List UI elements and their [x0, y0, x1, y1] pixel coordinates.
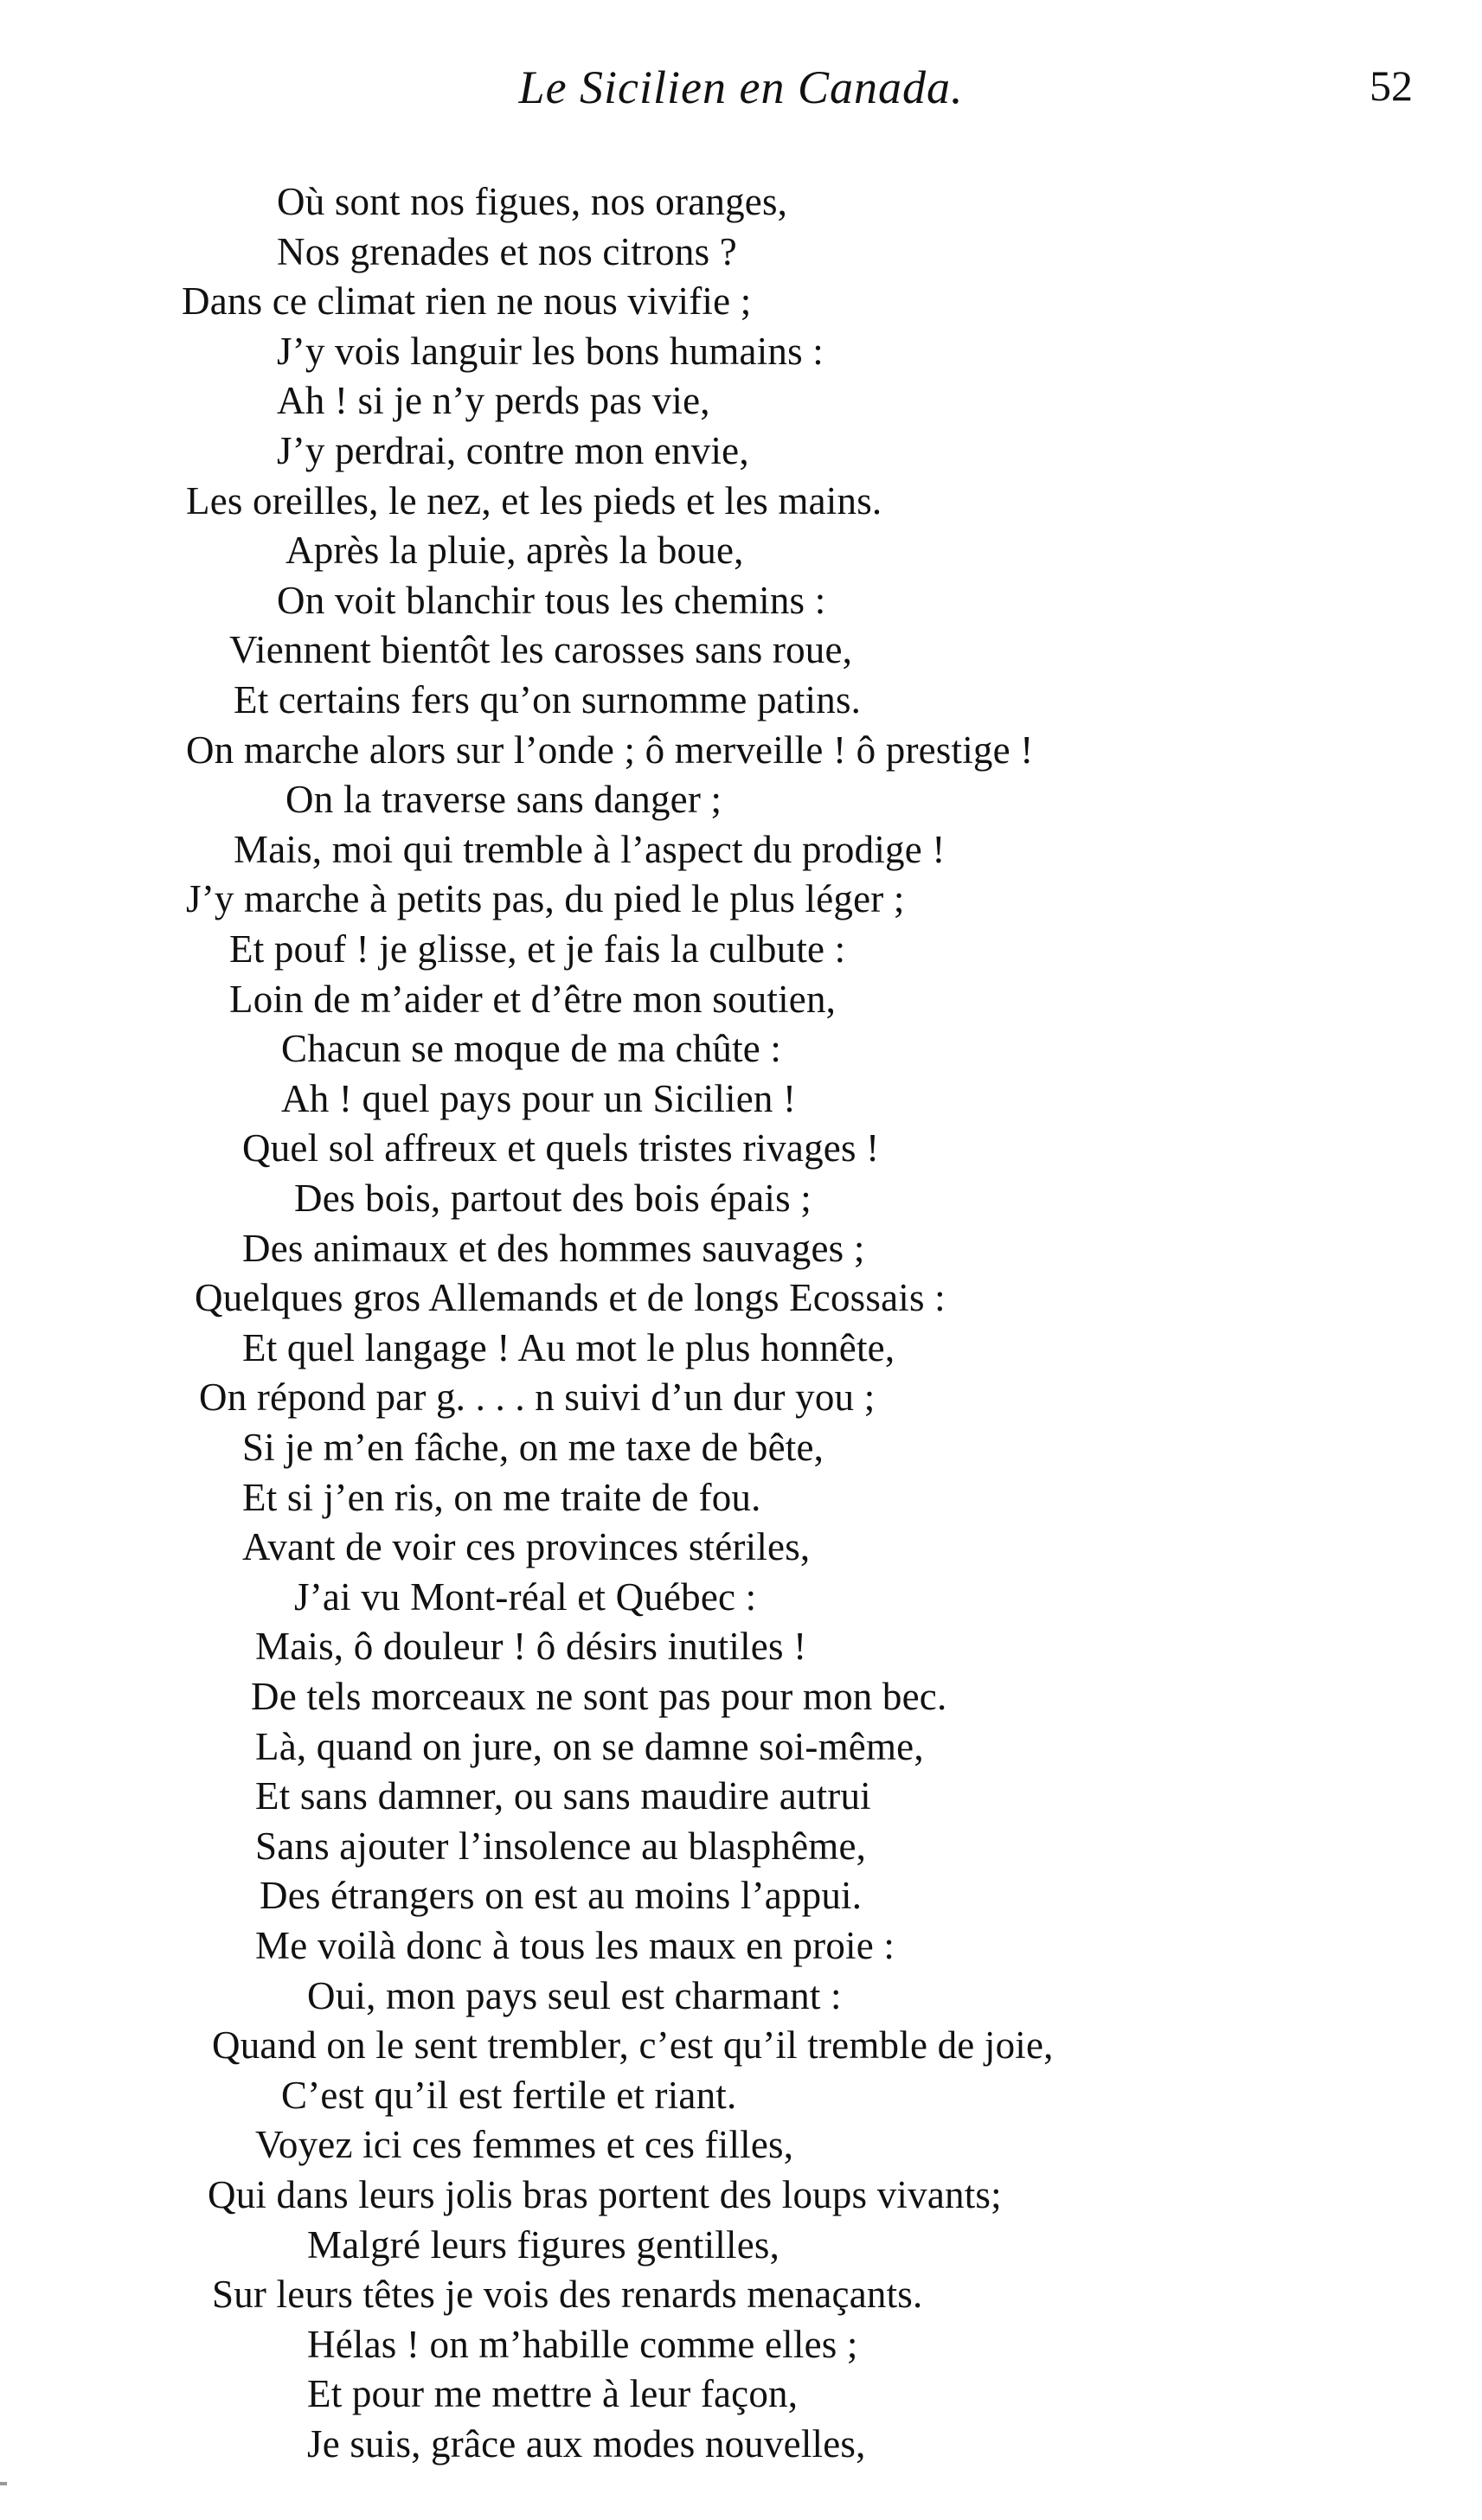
verse-line: On la traverse sans danger ;: [285, 778, 722, 822]
verse-line: Viennent bientôt les carosses sans roue,: [229, 628, 853, 672]
verse-line: J’ai vu Mont-réal et Québec :: [294, 1574, 757, 1619]
verse-line: Si je m’en fâche, on me taxe de bête,: [242, 1426, 824, 1469]
verse-line: Et pouf ! je glisse, et je fais la culbute :: [229, 927, 846, 971]
verse-line: Quand on le sent trembler, c’est qu’il tremble de joie,: [212, 2023, 1054, 2068]
verse-line: On voit blanchir tous les chemins :: [277, 578, 826, 622]
verse-line: Nos grenades et nos citrons ?: [277, 229, 737, 273]
verse-line: Ah ! si je n’y perds pas vie,: [277, 379, 710, 423]
verse-line: Et certains fers qu’on surnomme patins.: [234, 678, 862, 721]
verse-line: Là, quand on jure, on se damne soi-même,: [255, 1724, 924, 1768]
verse-line: Avant de voir ces provinces stériles,: [242, 1525, 811, 1569]
verse-line: J’y vois languir les bons humains :: [277, 329, 824, 373]
verse-line: Hélas ! on m’habille comme elles ;: [307, 2322, 858, 2366]
verse-line: Quelques gros Allemands et de longs Ecossais :: [195, 1276, 946, 1320]
verse-line: Oui, mon pays seul est charmant :: [307, 1973, 842, 2017]
verse-line: Et quel langage ! Au mot le plus honnête,: [242, 1325, 895, 1369]
verse-line: Des étrangers on est au moins l’appui.: [260, 1874, 863, 1918]
verse-line: On marche alors sur l’onde ; ô merveille ! ô prestige !: [186, 728, 1034, 772]
verse-line: Mais, moi qui tremble à l’aspect du prodige !: [234, 827, 946, 871]
verse-line: J’y marche à petits pas, du pied le plus léger ;: [186, 877, 905, 921]
verse-line: C’est qu’il est fertile et riant.: [281, 2073, 737, 2117]
running-head: [0, 61, 1482, 130]
verse-line: Et sans damner, ou sans maudire autrui: [255, 1774, 871, 1818]
verse-line: Chacun se moque de ma chûte :: [281, 1027, 782, 1071]
verse-line: De tels morceaux ne sont pas pour mon bec.: [251, 1675, 947, 1718]
verse-line: Sans ajouter l’insolence au blasphême,: [255, 1824, 867, 1868]
verse-line: J’y perdrai, contre mon envie,: [277, 429, 749, 472]
verse-line: Où sont nos figues, nos oranges,: [277, 180, 788, 223]
verse-line: Ah ! quel pays pour un Sicilien !: [281, 1076, 797, 1120]
verse-line: Qui dans leurs jolis bras portent des loups vivants;: [208, 2173, 1002, 2216]
verse-line: Me voilà donc à tous les maux en proie :: [255, 1924, 895, 1967]
verse-line: Malgré leurs figures gentilles,: [307, 2222, 780, 2267]
verse-line: Sur leurs têtes je vois des renards menaçants.: [212, 2273, 923, 2317]
verse-line: Voyez ici ces femmes et ces filles,: [255, 2123, 794, 2167]
verse-line: Des bois, partout des bois épais ;: [294, 1177, 812, 1220]
verse-line: Je suis, grâce aux modes nouvelles,: [307, 2422, 866, 2465]
page-number: 52: [1370, 61, 1413, 110]
verse-line: Et si j’en ris, on me traite de fou.: [242, 1475, 761, 1519]
scan-edge-mark: [0, 2482, 7, 2485]
verse-line: Loin de m’aider et d’être mon soutien,: [229, 977, 837, 1021]
verse-line: Des animaux et des hommes sauvages ;: [242, 1226, 865, 1270]
verse-line: Les oreilles, le nez, et les pieds et les mains.: [186, 478, 882, 523]
verse-line: Mais, ô douleur ! ô désirs inutiles !: [255, 1625, 807, 1669]
verse-line: Quel sol affreux et quels tristes rivages !: [242, 1126, 880, 1170]
verse-line: Après la pluie, après la boue,: [285, 529, 744, 573]
running-title: Le Sicilien en Canada.: [518, 61, 964, 113]
verse-line: Et pour me mettre à leur façon,: [307, 2372, 799, 2416]
verse-line: Dans ce climat rien ne nous vivifie ;: [182, 279, 752, 324]
verse-line: On répond par g. . . . n suivi d’un dur you ;: [199, 1375, 876, 1420]
